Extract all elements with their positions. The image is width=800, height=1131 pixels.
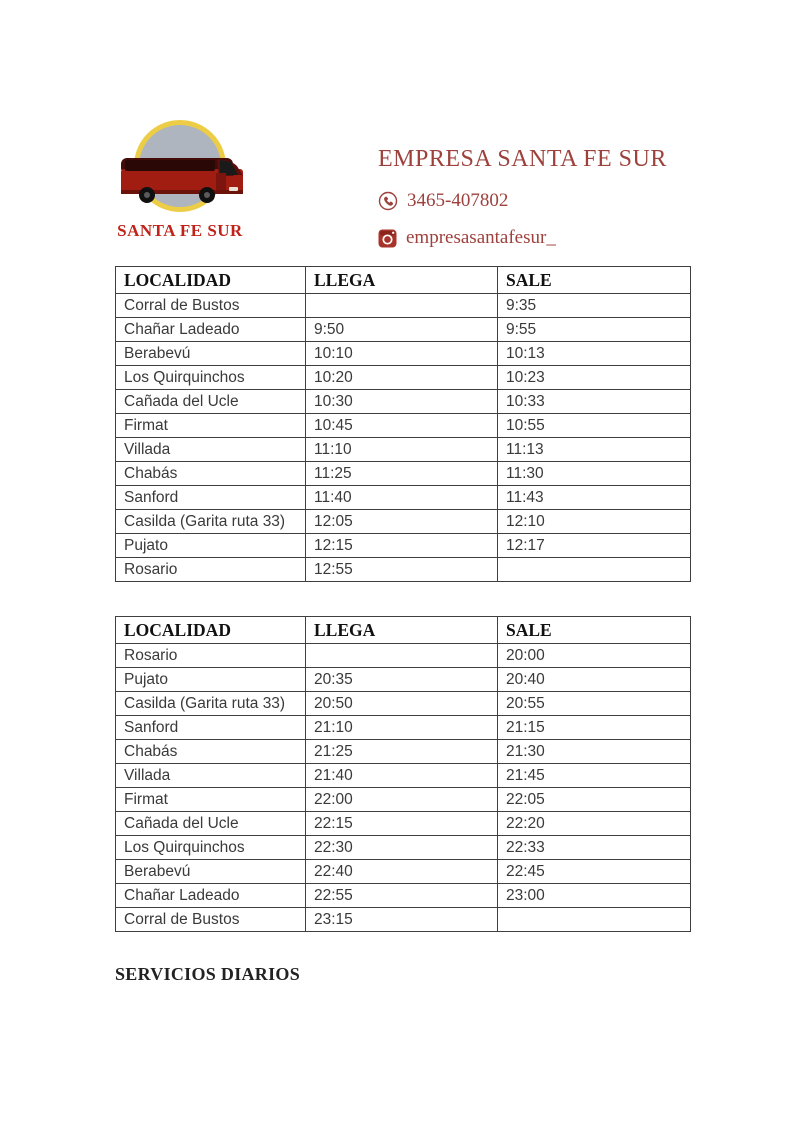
departure-time-cell: 20:00 xyxy=(498,644,691,668)
arrival-time-cell: 10:45 xyxy=(306,414,498,438)
arrival-time-cell: 21:40 xyxy=(306,764,498,788)
table-header-row xyxy=(116,267,691,294)
phone-icon xyxy=(378,191,398,211)
table-row xyxy=(116,342,691,366)
locality-cell: Cañada del Ucle xyxy=(116,812,306,836)
column-header-llega: LLEGA xyxy=(306,617,498,644)
arrival-time-cell: 21:10 xyxy=(306,716,498,740)
company-title: EMPRESA SANTA FE SUR xyxy=(378,146,667,172)
table-row xyxy=(116,366,691,390)
departure-time-cell: 21:30 xyxy=(498,740,691,764)
table-row xyxy=(116,692,691,716)
arrival-time-cell: 9:50 xyxy=(306,318,498,342)
table-row xyxy=(116,884,691,908)
table-row xyxy=(116,812,691,836)
departure-time-cell: 12:10 xyxy=(498,510,691,534)
phone-row xyxy=(378,190,667,212)
arrival-time-cell: 22:15 xyxy=(306,812,498,836)
departure-time-cell: 22:33 xyxy=(498,836,691,860)
departure-time-cell xyxy=(498,558,691,582)
locality-cell: Berabevú xyxy=(116,860,306,884)
arrival-time-cell: 20:50 xyxy=(306,692,498,716)
locality-cell: Los Quirquinchos xyxy=(116,836,306,860)
table-row xyxy=(116,788,691,812)
departure-time-cell: 11:30 xyxy=(498,462,691,486)
locality-cell: Casilda (Garita ruta 33) xyxy=(116,692,306,716)
locality-cell: Chabás xyxy=(116,462,306,486)
column-header-sale: SALE xyxy=(498,267,691,294)
locality-cell: Rosario xyxy=(116,644,306,668)
locality-cell: Chañar Ladeado xyxy=(116,884,306,908)
departure-time-cell: 11:43 xyxy=(498,486,691,510)
company-logo xyxy=(104,120,256,241)
locality-cell: Sanford xyxy=(116,716,306,740)
arrival-time-cell: 12:15 xyxy=(306,534,498,558)
instagram-handle: empresasantafesur_ xyxy=(406,227,556,248)
departure-time-cell: 9:55 xyxy=(498,318,691,342)
bus-icon xyxy=(117,149,251,205)
arrival-time-cell: 22:00 xyxy=(306,788,498,812)
table-row xyxy=(116,390,691,414)
departure-time-cell: 22:45 xyxy=(498,860,691,884)
table-row xyxy=(116,510,691,534)
table-row xyxy=(116,668,691,692)
timetable-evening xyxy=(115,616,691,932)
locality-cell: Pujato xyxy=(116,534,306,558)
locality-cell: Villada xyxy=(116,438,306,462)
departure-time-cell: 20:55 xyxy=(498,692,691,716)
locality-cell: Pujato xyxy=(116,668,306,692)
departure-time-cell: 9:35 xyxy=(498,294,691,318)
arrival-time-cell: 10:30 xyxy=(306,390,498,414)
column-header-localidad: LOCALIDAD xyxy=(116,267,306,294)
arrival-time-cell: 10:10 xyxy=(306,342,498,366)
departure-time-cell: 10:33 xyxy=(498,390,691,414)
locality-cell: Berabevú xyxy=(116,342,306,366)
arrival-time-cell: 12:05 xyxy=(306,510,498,534)
arrival-time-cell: 20:35 xyxy=(306,668,498,692)
departure-time-cell: 10:55 xyxy=(498,414,691,438)
column-header-llega: LLEGA xyxy=(306,267,498,294)
departure-time-cell: 12:17 xyxy=(498,534,691,558)
arrival-time-cell xyxy=(306,644,498,668)
table-row xyxy=(116,836,691,860)
table-row xyxy=(116,534,691,558)
departure-time-cell: 10:13 xyxy=(498,342,691,366)
table-row xyxy=(116,740,691,764)
table-row xyxy=(116,486,691,510)
departure-time-cell: 10:23 xyxy=(498,366,691,390)
bus-in-circle-logo xyxy=(134,120,226,212)
locality-cell: Chañar Ladeado xyxy=(116,318,306,342)
table-row xyxy=(116,558,691,582)
arrival-time-cell: 23:15 xyxy=(306,908,498,932)
departure-time-cell: 22:05 xyxy=(498,788,691,812)
arrival-time-cell: 10:20 xyxy=(306,366,498,390)
locality-cell: Corral de Bustos xyxy=(116,908,306,932)
locality-cell: Firmat xyxy=(116,414,306,438)
table-row xyxy=(116,294,691,318)
arrival-time-cell: 22:30 xyxy=(306,836,498,860)
table-row xyxy=(116,318,691,342)
arrival-time-cell: 21:25 xyxy=(306,740,498,764)
departure-time-cell: 22:20 xyxy=(498,812,691,836)
instagram-icon xyxy=(378,229,397,248)
locality-cell: Rosario xyxy=(116,558,306,582)
instagram-row xyxy=(378,227,667,249)
column-header-sale: SALE xyxy=(498,617,691,644)
departure-time-cell: 21:15 xyxy=(498,716,691,740)
arrival-time-cell: 12:55 xyxy=(306,558,498,582)
departure-time-cell: 23:00 xyxy=(498,884,691,908)
table-row xyxy=(116,908,691,932)
arrival-time-cell: 22:40 xyxy=(306,860,498,884)
arrival-time-cell: 11:40 xyxy=(306,486,498,510)
table-header-row xyxy=(116,617,691,644)
table-row xyxy=(116,414,691,438)
locality-cell: Casilda (Garita ruta 33) xyxy=(116,510,306,534)
arrival-time-cell xyxy=(306,294,498,318)
table-row xyxy=(116,716,691,740)
table-row xyxy=(116,644,691,668)
departure-time-cell xyxy=(498,908,691,932)
logo-brand-text: SANTA FE SUR xyxy=(117,221,243,240)
locality-cell: Los Quirquinchos xyxy=(116,366,306,390)
departure-time-cell: 11:13 xyxy=(498,438,691,462)
locality-cell: Firmat xyxy=(116,788,306,812)
table-row xyxy=(116,438,691,462)
timetable-morning xyxy=(115,266,691,582)
table-row xyxy=(116,860,691,884)
arrival-time-cell: 11:10 xyxy=(306,438,498,462)
phone-number: 3465-407802 xyxy=(407,190,509,211)
departure-time-cell: 21:45 xyxy=(498,764,691,788)
locality-cell: Chabás xyxy=(116,740,306,764)
table-row xyxy=(116,462,691,486)
locality-cell: Sanford xyxy=(116,486,306,510)
locality-cell: Villada xyxy=(116,764,306,788)
locality-cell: Corral de Bustos xyxy=(116,294,306,318)
arrival-time-cell: 11:25 xyxy=(306,462,498,486)
company-info xyxy=(378,146,667,249)
footer-note: SERVICIOS DIARIOS xyxy=(115,964,301,984)
table-row xyxy=(116,764,691,788)
column-header-localidad: LOCALIDAD xyxy=(116,617,306,644)
departure-time-cell: 20:40 xyxy=(498,668,691,692)
arrival-time-cell: 22:55 xyxy=(306,884,498,908)
locality-cell: Cañada del Ucle xyxy=(116,390,306,414)
